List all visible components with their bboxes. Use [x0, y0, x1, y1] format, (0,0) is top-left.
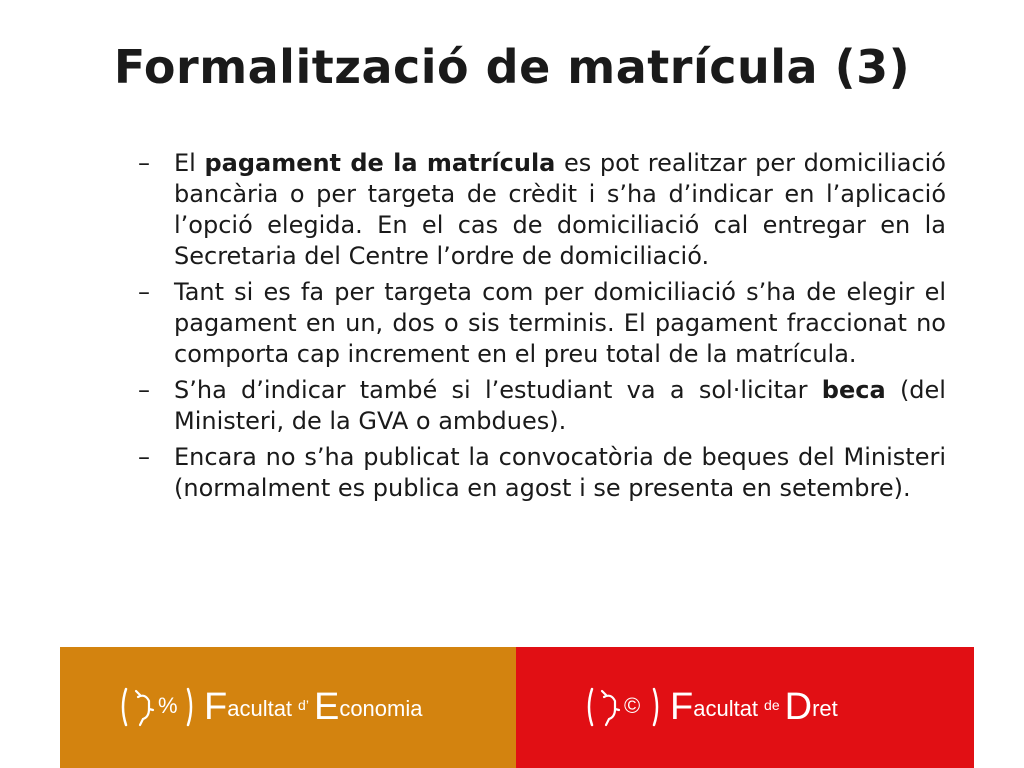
footer-band	[60, 647, 974, 768]
bullet-dash: –	[138, 149, 150, 177]
economia-logo	[118, 685, 422, 729]
bullet-text: Encara no s’ha publicat la convocatòria de beques del Ministeri (normalment es publica en agost i se presenta en setembre).	[174, 443, 946, 502]
bullet-dash: –	[138, 443, 150, 471]
bullet-item	[138, 442, 946, 504]
logo-symbol: %	[158, 693, 178, 718]
logo-word: ret	[812, 696, 838, 721]
bullet-item	[138, 148, 946, 272]
footer-dret-panel	[516, 647, 974, 768]
bullet-bold-text: beca	[821, 376, 886, 404]
bullet-list	[138, 148, 946, 509]
logo-letter: E	[313, 686, 340, 728]
bullet-dash: –	[138, 376, 150, 404]
bullet-text: es pot realitzar per domiciliació bancària o per targeta de crèdit i s’ha d’indicar en l’aplicació l’opció elegida. En el cas de domiciliació cal entregar en la Secretaria del Centre l’ordre de domiciliació.	[174, 149, 946, 270]
copyright-head-icon	[584, 685, 662, 729]
bullet-dash: –	[138, 278, 150, 306]
logo-letter: F	[204, 686, 228, 728]
logo-word: conomia	[339, 696, 423, 721]
dret-logo-text	[670, 686, 838, 728]
bullet-text: (del Ministeri, de la GVA o ambdues).	[174, 376, 946, 435]
logo-connector: d’	[298, 697, 309, 713]
dret-logo	[584, 685, 838, 729]
bullet-item	[138, 375, 946, 437]
percent-head-icon	[118, 685, 196, 729]
slide-title: Formalització de matrícula (3)	[113, 40, 911, 94]
logo-word: acultat	[227, 696, 293, 721]
bullet-item	[138, 277, 946, 370]
economia-logo-text	[204, 686, 423, 728]
footer-economia-panel	[60, 647, 516, 768]
logo-symbol: ©	[624, 693, 641, 718]
logo-connector: de	[764, 697, 780, 713]
bullet-text: S’ha d’indicar també si l’estudiant va a sol·licitar	[174, 376, 822, 404]
bullet-text: El	[174, 149, 205, 177]
bullet-text: Tant si es fa per targeta com per domiciliació s’ha de elegir el pagament en un, dos o sis terminis. El pagament fraccionat no comporta cap increment en el preu total de la matrícula.	[174, 278, 946, 368]
logo-letter: D	[784, 686, 813, 728]
logo-letter: F	[670, 686, 694, 728]
bullet-bold-text: pagament de la matrícula	[204, 149, 556, 177]
logo-word: acultat	[693, 696, 759, 721]
